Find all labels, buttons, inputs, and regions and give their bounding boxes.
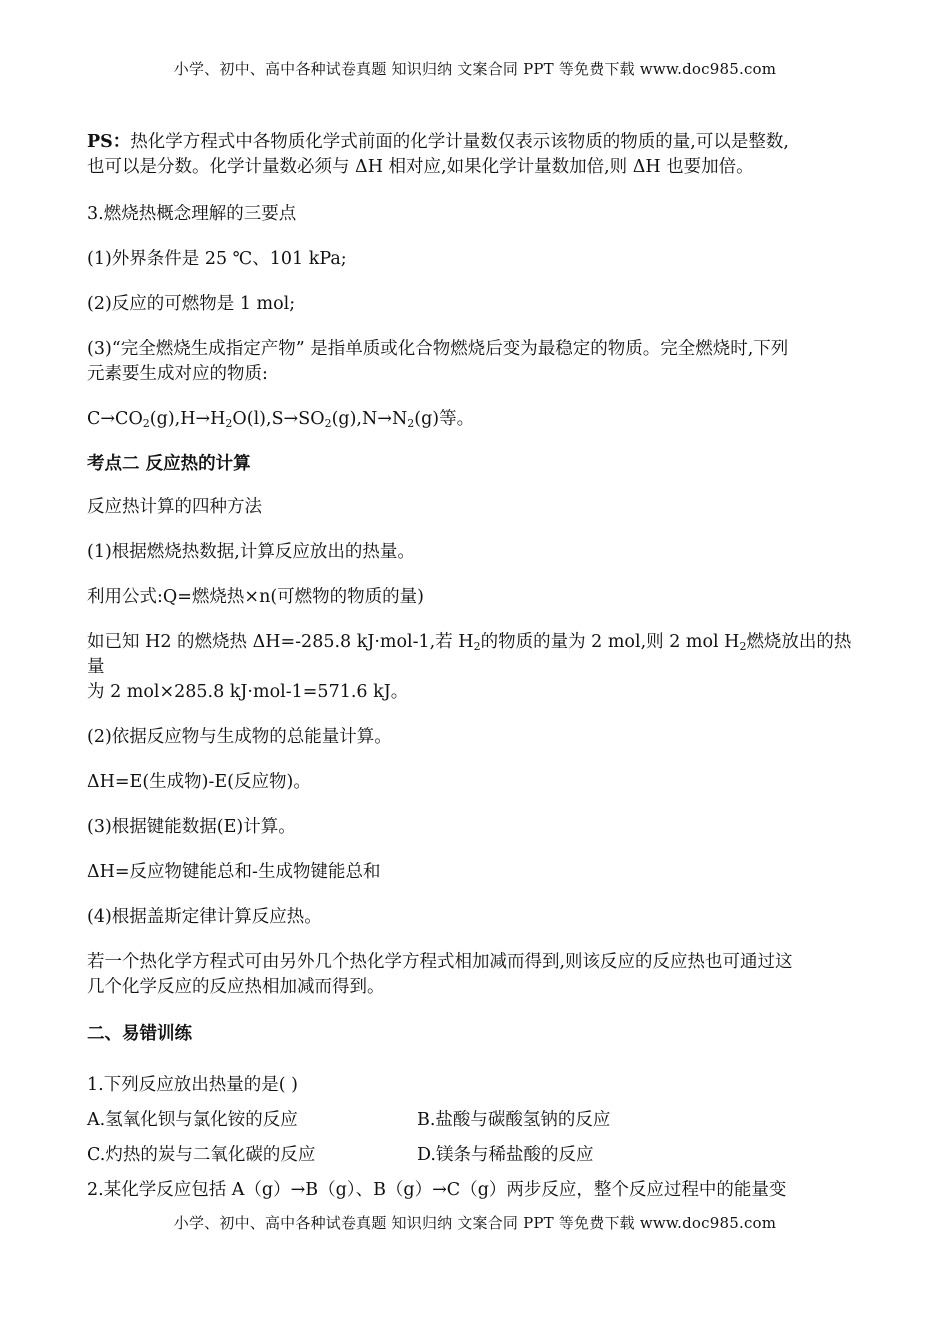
question-1-options-row-2 — [87, 1143, 867, 1168]
option-c: C.灼热的炭与二氧化碳的反应 — [87, 1145, 316, 1165]
point-1: (1)外界条件是 25 ℃、101 kPa; — [87, 249, 347, 269]
method-2: (2)依据反应物与生成物的总能量计算。 — [87, 727, 392, 747]
point-3-line-1: (3)“完全燃烧生成指定产物” 是指单质或化合物燃烧后变为最稳定的物质。完全燃烧时,下列 — [87, 339, 789, 359]
point-3-line-2: 元素要生成对应的物质: — [87, 364, 268, 384]
ps-text-1: 热化学方程式中各物质化学式前面的化学计量数仅表示该物质的物质的量,可以是整数, — [130, 132, 789, 152]
point-2: (2)反应的可燃物是 1 mol; — [87, 294, 296, 314]
option-b: B.盐酸与碳酸氢钠的反应 — [417, 1110, 611, 1130]
ps-text-2: 也可以是分数。化学计量数必须与 ΔH 相对应,如果化学计量数加倍,则 ΔH 也要加倍。 — [87, 157, 754, 177]
kaodian-2-title: 考点二 反应热的计算 — [87, 454, 251, 474]
option-a: A.氢氧化钡与氯化铵的反应 — [87, 1110, 298, 1130]
option-d: D.镁条与稀盐酸的反应 — [417, 1145, 594, 1165]
page-footer: 小学、初中、高中各种试卷真题 知识归纳 文案合同 PPT 等免费下载 www.doc985.com — [173, 1214, 777, 1232]
method-1-example: 如已知 H2 的燃烧热 ΔH=-285.8 kJ·mol-1,若 $H_2$的物质的量为 2 mol,则 2 mol $H_2$燃烧放出的热量 为 2 mol×285.8 kJ·mol-1=571.6 kJ。 — [87, 632, 852, 702]
question-1: 1.下列反应放出热量的是( ) — [87, 1075, 298, 1095]
method-4: (4)根据盖斯定律计算反应热。 — [87, 907, 322, 927]
method-1-formula: 利用公式:Q=燃烧热×n(可燃物的物质的量) — [87, 587, 424, 607]
question-2: 2.某化学反应包括 A（g）→B（g）、B（g）→C（g）两步反应，整个反应过程中的能量变 — [87, 1180, 787, 1200]
document-body — [87, 130, 867, 1203]
point-3 — [87, 337, 867, 387]
section-3-title: 3.燃烧热概念理解的三要点 — [87, 204, 297, 224]
method-2-formula: ΔH=E(生成物)-E(反应物)。 — [87, 772, 311, 792]
methods-title: 反应热计算的四种方法 — [87, 497, 262, 517]
method-3: (3)根据键能数据(E)计算。 — [87, 817, 296, 837]
products-line: $C\to CO_2(g),H\to H_2O(l),S\to SO_2(g),N\to N_2(g)$等。 — [87, 409, 475, 430]
ps-label: PS： — [87, 132, 131, 152]
page-header: 小学、初中、高中各种试卷真题 知识归纳 文案合同 PPT 等免费下载 www.doc985.com — [173, 60, 777, 78]
method-3-formula: ΔH=反应物键能总和-生成物键能总和 — [87, 862, 381, 882]
section-2-title: 二、易错训练 — [87, 1024, 192, 1044]
ps-paragraph — [87, 130, 867, 180]
method-4-text: 若一个热化学方程式可由另外几个热化学方程式相加减而得到,则该反应的反应热也可通过这 几个化学反应的反应热相加减而得到。 — [87, 952, 793, 997]
method-1: (1)根据燃烧热数据,计算反应放出的热量。 — [87, 542, 415, 562]
question-1-options-row-1 — [87, 1108, 867, 1133]
